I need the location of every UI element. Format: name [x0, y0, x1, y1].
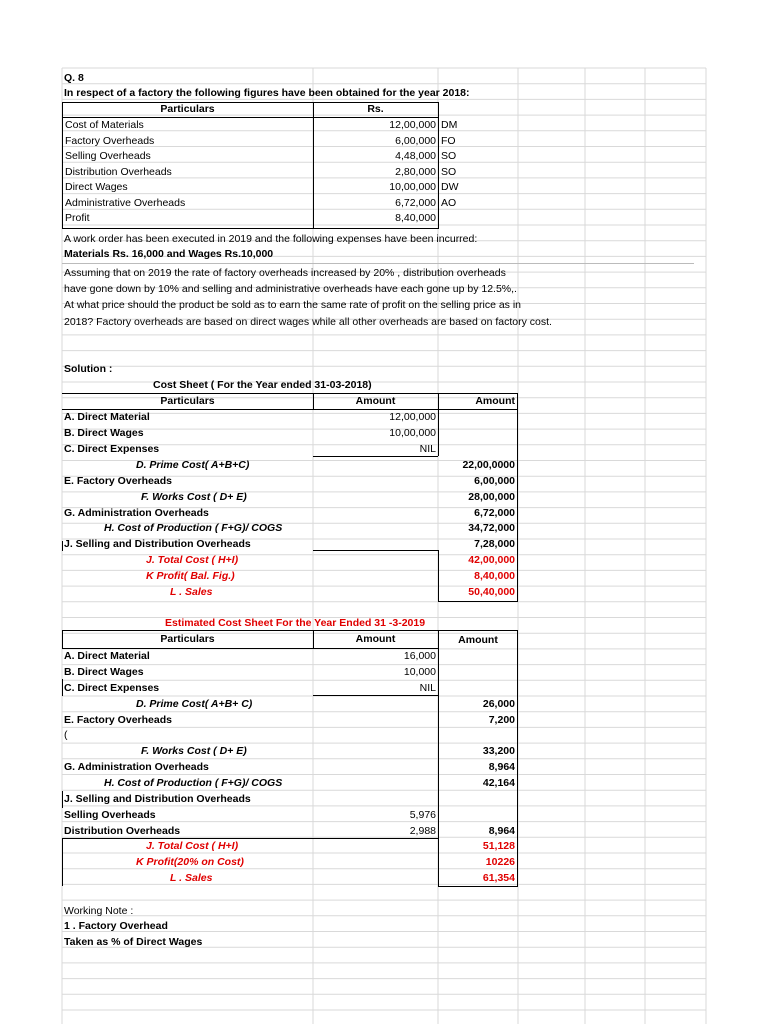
est-row-amount2: 8,964	[488, 761, 515, 773]
figure-value: 12,00,000	[389, 119, 436, 131]
cost-row-amount2: 8,40,000	[474, 570, 515, 582]
est-row-amount1: 16,000	[403, 650, 436, 662]
figure-tag: DM	[441, 119, 458, 131]
working-note-2: Taken as % of Direct Wages	[64, 936, 203, 948]
divider	[62, 263, 694, 264]
cost-row-amount1: 12,00,000	[389, 411, 436, 423]
est-row-label: L . Sales	[170, 872, 213, 884]
cost-row-amount2: 6,72,000	[474, 507, 515, 519]
est-row-label: B. Direct Wages	[64, 666, 144, 678]
cost-row-amount2: 7,28,000	[474, 538, 515, 550]
materials-wages-text: Materials Rs. 16,000 and Wages Rs.10,000	[64, 248, 274, 260]
cost-row-label: D. Prime Cost( A+B+C)	[136, 459, 250, 471]
est-row-amount2: 8,964	[488, 825, 515, 837]
figure-tag: SO	[441, 150, 457, 162]
est-row-amount2: 61,354	[482, 872, 515, 884]
cost-row-label: B. Direct Wages	[64, 427, 144, 439]
work-order-text: A work order has been executed in 2019 and the following expenses have been incurred:	[64, 233, 478, 245]
figure-label: Profit	[65, 212, 90, 224]
s2-border-bottom	[438, 886, 518, 887]
cost-row-amount2: 6,00,000	[474, 475, 515, 487]
est-row-label: D. Prime Cost( A+B+ C)	[136, 698, 253, 710]
s2-left-tick-3	[62, 838, 63, 886]
est-row-amount2: 7,200	[488, 714, 515, 726]
s2-border-right	[517, 630, 518, 887]
cost-row-label: C. Direct Expenses	[64, 443, 160, 455]
figure-label: Direct Wages	[65, 181, 128, 193]
s2-sub-border	[313, 695, 438, 696]
cost-row-label: E. Factory Overheads	[64, 475, 172, 487]
s1-col-divider	[438, 393, 439, 456]
s1-border-top	[62, 393, 518, 394]
cost-row-amount1: 10,00,000	[389, 427, 436, 439]
est-row-amount2: 26,000	[482, 698, 515, 710]
figure-label: Distribution Overheads	[65, 165, 172, 178]
cost-row-amount2: 42,00,000	[468, 554, 515, 566]
question-para-2: have gone down by 10% and selling and administrative overheads have each gone up by 12.5%,.	[64, 283, 517, 295]
cost-row-amount2: 22,00,0000	[462, 459, 515, 471]
figure-tag: SO	[441, 165, 457, 178]
figure-tag: AO	[441, 196, 457, 209]
figure-value: 10,00,000	[389, 181, 436, 193]
figure-value: 6,00,000	[395, 134, 436, 147]
cost-sheet-2-title: Estimated Cost Sheet For the Year Ended 31 -3-2019	[165, 617, 426, 629]
header-rs: Rs.	[367, 103, 384, 115]
cost-row-label: A. Direct Material	[64, 411, 150, 423]
cost-row-amount2: 28,00,000	[468, 491, 515, 503]
est-row-amount1: 10,000	[403, 666, 436, 678]
s1-border-bottom	[438, 601, 518, 602]
est-row-label: J. Selling and Distribution Overheads	[64, 793, 251, 805]
s2-border-top	[62, 630, 518, 631]
s1-left-tick	[62, 541, 63, 551]
header-particulars: Particulars	[160, 103, 215, 115]
s1-h-particulars: Particulars	[160, 395, 215, 407]
est-row-label: Distribution Overheads	[64, 825, 181, 837]
cost-row-label: K Profit( Bal. Fig.)	[146, 570, 235, 582]
s1-h-amount1: Amount	[355, 395, 396, 407]
cost-row-label: G. Administration Overheads	[64, 507, 209, 519]
est-row-amount1: NIL	[419, 682, 436, 694]
est-row-label: K Profit(20% on Cost)	[136, 856, 244, 868]
s2-left-tick	[62, 679, 63, 696]
est-row-amount2: 51,128	[482, 840, 515, 852]
cost-row-label: F. Works Cost ( D+ E)	[141, 491, 247, 503]
figure-value: 6,72,000	[395, 196, 436, 209]
figure-tag: FO	[441, 134, 456, 147]
cost-row-amount2: 34,72,000	[468, 522, 515, 534]
s1-sub-border	[313, 456, 438, 457]
s1-border-right	[517, 393, 518, 602]
figure-label: Cost of Materials	[65, 119, 144, 131]
s2-h-amount2: Amount	[458, 634, 498, 646]
working-note-title: Working Note :	[64, 905, 134, 917]
est-row-label: E. Factory Overheads	[64, 714, 172, 726]
est-row-amount1: 5,976	[409, 809, 436, 821]
figure-tag: DW	[441, 181, 459, 193]
s2-col-divider	[438, 630, 439, 887]
est-row-label: H. Cost of Production ( F+G)/ COGS	[104, 777, 283, 789]
est-row-amount2: 33,200	[482, 745, 515, 757]
est-row-label: G. Administration Overheads	[64, 761, 209, 773]
question-para-3: At what price should the product be sold as to earn the same rate of profit on the selling price as in	[64, 299, 522, 311]
cost-row-amount1: NIL	[419, 443, 436, 455]
est-row-label: (	[64, 729, 68, 741]
figure-label: Factory Overheads	[65, 134, 155, 147]
s2-sub-border-2	[62, 838, 438, 839]
question-number: Q. 8	[64, 72, 84, 84]
s1-col-divider-2	[438, 550, 439, 602]
table-border-right	[438, 102, 439, 229]
cost-row-label: J. Total Cost ( H+I)	[146, 554, 239, 566]
figure-label: Selling Overheads	[65, 150, 151, 162]
est-row-amount2: 42,164	[482, 777, 515, 789]
est-row-amount1: 2,988	[409, 825, 436, 837]
question-intro: In respect of a factory the following figures have been obtained for the year 2018:	[64, 87, 470, 99]
cost-row-label: J. Selling and Distribution Overheads	[64, 538, 251, 550]
est-row-amount2: 10226	[485, 856, 515, 868]
figure-value: 4,48,000	[395, 150, 436, 162]
est-row-label: F. Works Cost ( D+ E)	[141, 745, 247, 757]
cost-sheet-1-title: Cost Sheet ( For the Year ended 31-03-2018)	[153, 379, 372, 391]
table-border-left	[62, 102, 63, 229]
solution-label: Solution :	[64, 363, 113, 375]
s1-h-amount2: Amount	[475, 395, 515, 407]
s2-h-amount1: Amount	[355, 633, 396, 645]
s1-sub-border-2	[313, 550, 438, 551]
table-border-bottom	[62, 228, 438, 229]
est-row-label: C. Direct Expenses	[64, 682, 160, 694]
figure-value: 8,40,000	[395, 212, 436, 224]
s2-left-tick-2	[62, 791, 63, 808]
cost-row-label: H. Cost of Production ( F+G)/ COGS	[104, 522, 283, 534]
question-para-4: 2018? Factory overheads are based on direct wages while all other overheads are based on factory cost.	[64, 316, 552, 328]
figure-label: Administrative Overheads	[65, 196, 186, 209]
working-note-1: 1 . Factory Overhead	[64, 920, 168, 932]
cost-row-label: L . Sales	[170, 586, 213, 598]
s1-header-border	[62, 409, 518, 410]
question-para-1: Assuming that on 2019 the rate of factory overheads increased by 20% , distribution overheads	[64, 267, 506, 279]
cost-row-amount2: 50,40,000	[468, 586, 515, 598]
est-row-label: J. Total Cost ( H+I)	[146, 840, 239, 852]
figure-value: 2,80,000	[395, 165, 436, 178]
s2-header-border	[62, 648, 438, 649]
s2-h-particulars: Particulars	[160, 633, 215, 645]
est-row-label: Selling Overheads	[64, 809, 156, 821]
table-divider	[313, 102, 314, 229]
est-row-label: A. Direct Material	[64, 650, 150, 662]
table-header-border	[62, 117, 438, 118]
